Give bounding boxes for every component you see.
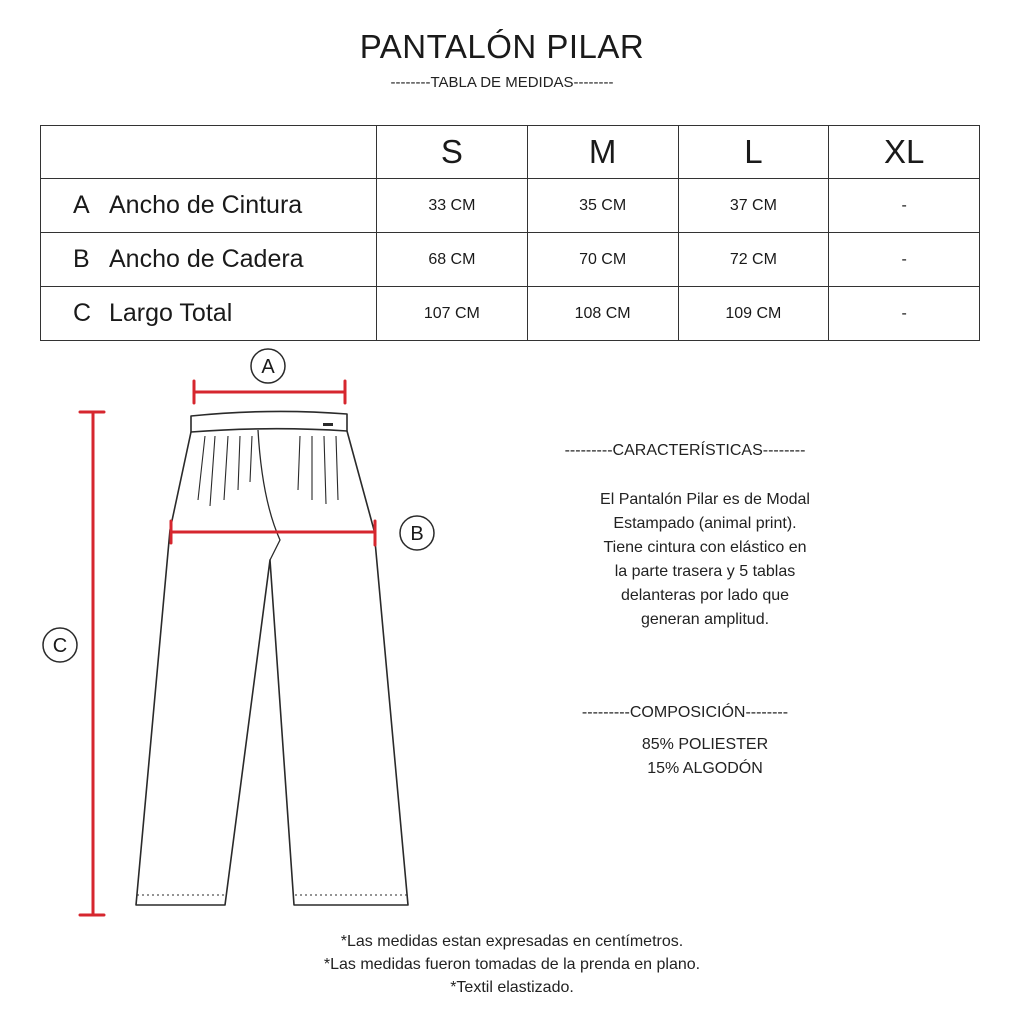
pants-illustration [136,411,408,905]
table-cell: 107 CM [377,287,528,341]
features-line: la parte trasera y 5 tablas [614,563,796,580]
features-line: El Pantalón Pilar es de Modal [600,491,810,508]
pleats [198,436,338,506]
footnote: *Las medidas estan expresadas en centímetros. [340,933,684,950]
table-cell: 108 CM [527,287,678,341]
row-letter: B [73,245,90,273]
size-header-l: L [678,126,829,179]
table-cell: - [829,287,980,341]
features-heading: ---------CARACTERÍSTICAS-------- [564,442,806,459]
waistband [191,411,347,432]
row-letter: C [73,299,92,327]
features-line: generan amplitud. [640,611,770,628]
composition-text [540,733,870,781]
row-label-text: Ancho de Cadera [109,245,304,273]
features-line: delanteras por lado que [620,587,790,604]
footnote: *Textil elastizado. [450,979,574,996]
page-subtitle: --------TABLA DE MEDIDAS-------- [390,74,614,91]
table-cell: 37 CM [678,179,829,233]
footnotes [0,930,1024,999]
footnote: *Las medidas fueron tomadas de la prenda en plano. [323,956,701,973]
row-label-text: Largo Total [109,299,233,327]
table-cell: - [829,179,980,233]
measure-line-a [194,381,345,403]
features-line: Tiene cintura con elástico en [603,539,807,556]
composition-line: 15% ALGODÓN [647,760,763,777]
marker-c-label: C [52,635,68,657]
table-cell: 35 CM [527,179,678,233]
marker-a-label: A [261,356,275,378]
table-cell: 72 CM [678,233,829,287]
pants-outline [136,431,408,905]
marker-b-label: B [410,523,424,545]
row-label-text: Ancho de Cintura [109,191,303,219]
page-title: PANTALÓN PILAR [359,28,645,65]
composition-heading: ---------COMPOSICIÓN-------- [581,704,789,721]
features-line: Estampado (animal print). [613,515,797,532]
size-header-xl: XL [829,126,980,179]
row-letter: A [73,191,90,219]
table-cell: 109 CM [678,287,829,341]
table-cell: 68 CM [377,233,528,287]
waistband-label [323,423,333,426]
table-cell: - [829,233,980,287]
crotch-seam [258,430,280,560]
size-header-s: S [377,126,528,179]
measure-lines [80,381,375,915]
table-cell: 33 CM [377,179,528,233]
features-text [540,488,870,632]
table-cell: 70 CM [527,233,678,287]
measure-markers [43,349,434,662]
measure-line-c [80,412,104,915]
measure-line-b [171,521,375,545]
size-header-m: M [527,126,678,179]
composition-line: 85% POLIESTER [641,736,769,753]
